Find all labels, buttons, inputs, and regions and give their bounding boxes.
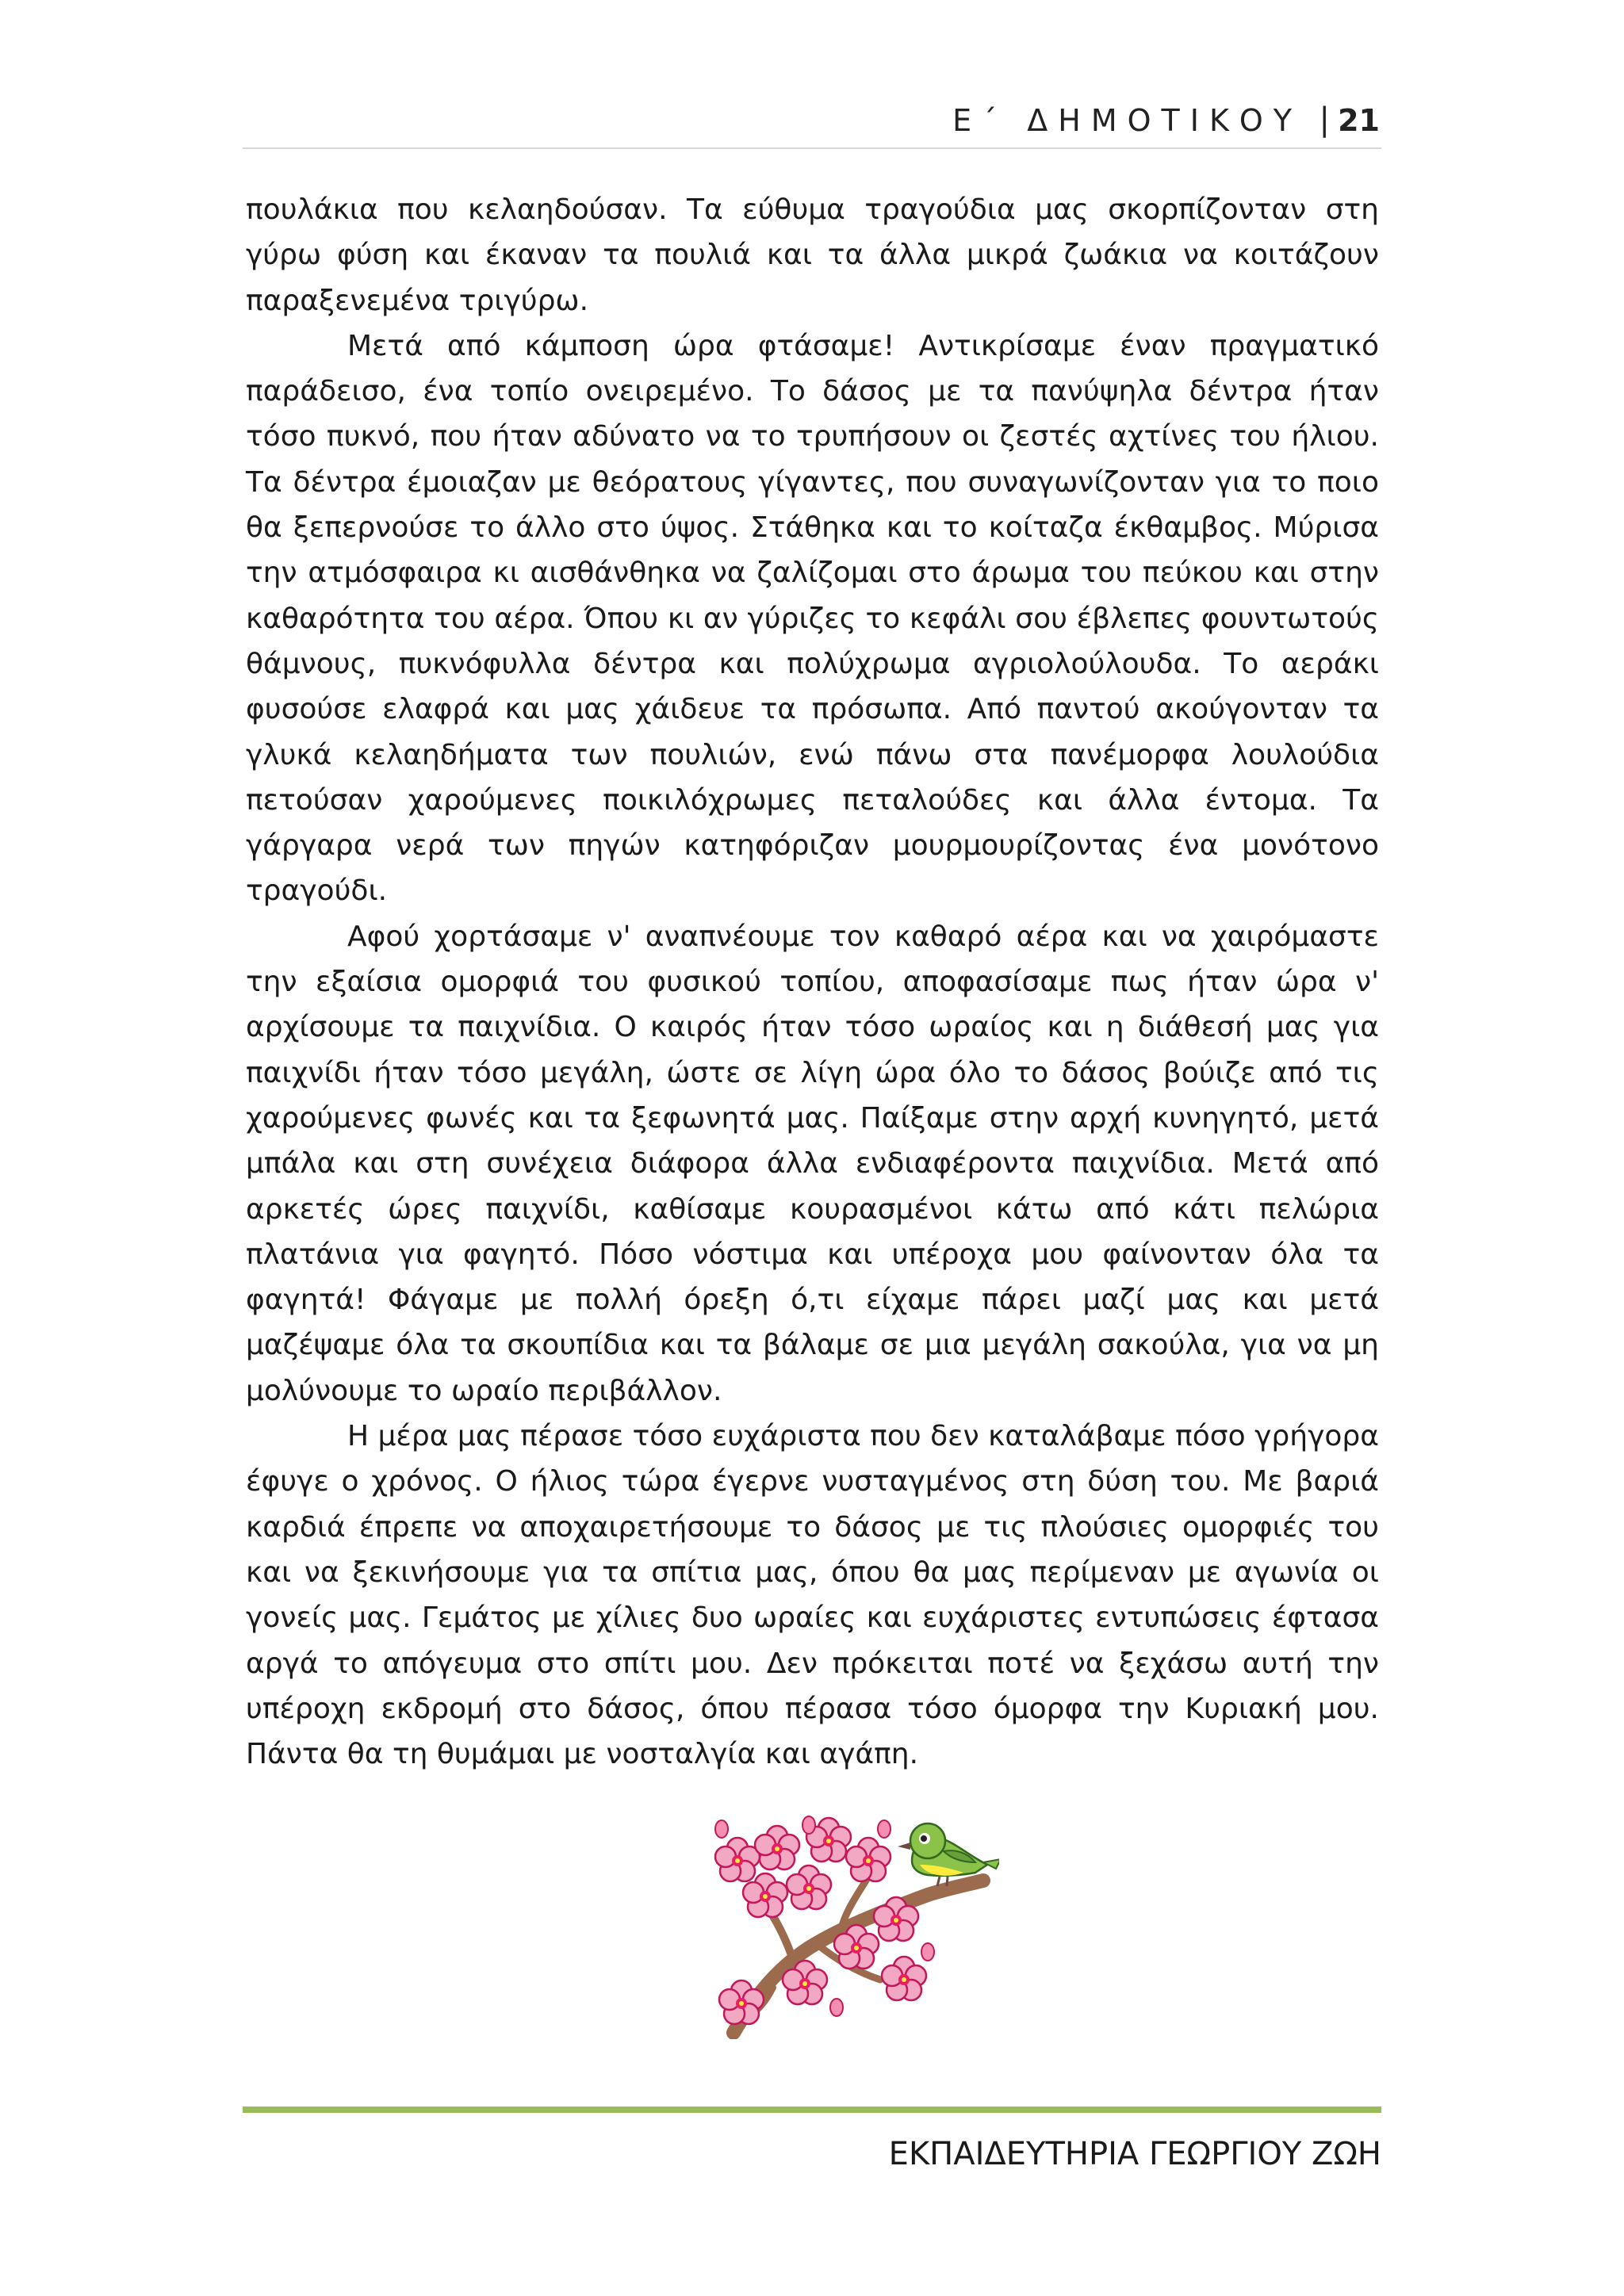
body-text (246, 187, 1379, 1777)
paragraph-1: πουλάκια που κελαηδούσαν. Τα εύθυμα τραγούδια μας σκορπίζονταν στη γύρω φύση και έκαναν τα πουλιά και τα άλλα μικρά ζωάκια να κοιτάζουν παραξενεμένα τριγύρω. (246, 193, 1379, 317)
page-header (243, 94, 1381, 149)
bird-on-blossom-branch-icon (698, 1801, 999, 2039)
footer-author: ΕΚΠΑΙΔΕΥΤΗΡΙΑ ΓΕΩΡΓΙΟΥ ΖΩΗ (888, 2136, 1381, 2172)
header-separator: | (1319, 101, 1330, 138)
header-title: Ε΄ ΔΗΜΟΤΙΚΟΥ (952, 103, 1302, 138)
page-number: 21 (1338, 103, 1380, 138)
paragraph-3: Αφού χορτάσαμε ν' αναπνέουμε τον καθαρό αέρα και να χαιρόμαστε την εξαίσια ομορφιά του φυσικού τοπίου, αποφασίσαμε πως ήταν ώρα ν' αρχίσουμε τα παιχνίδια. Ο καιρός ήταν τόσο ωραίος και η διάθεσή μας για παιχνίδι ήταν τόσο μεγάλη, ώστε σε λίγη ώρα όλο το δάσος βούιζε από τις χαρούμενες φωνές και τα ξεφωνητά μας. Παίξαμε στην αρχή κυνηγητό, μετά μπάλα και στη συνέχεια διάφορα άλλα ενδιαφέροντα παιχνίδια. Μετά από αρκετές ώρες παιχνίδι, καθίσαμε κουρασμένοι κάτω από κάτι πελώρια πλατάνια για φαγητό. Πόσο νόστιμα και υπέροχα μου φαίνονταν όλα τα φαγητά! Φάγαμε με πολλή όρεξη ό,τι είχαμε πάρει μαζί μας και μετά μαζέψαμε όλα τα σκουπίδια και τα βάλαμε σε μια μεγάλη σακούλα, για να μη μολύνουμε το ωραίο περιβάλλον. (246, 920, 1379, 1407)
footer-rule (243, 2107, 1381, 2113)
paragraph-2: Μετά από κάμποση ώρα φτάσαμε! Αντικρίσαμε έναν πραγματικό παράδεισο, ένα τοπίο ονειρεμένο. Το δάσος με τα πανύψηλα δέντρα ήταν τόσο πυκνό, που ήταν αδύνατο να το τρυπήσουν οι ζεστές αχτίνες του ήλιου. Τα δέντρα έμοιαζαν με θεόρατους γίγαντες, που συναγωνίζονταν για το ποιο θα ξεπερνούσε το άλλο στο ύψος. Στάθηκα και το κοίταζα έκθαμβος. Μύρισα την ατμόσφαιρα κι αισθάνθηκα να ζαλίζομαι στο άρωμα του πεύκου και στην καθαρότητα του αέρα. Όπου κι αν γύριζες το κεφάλι σου έβλεπες φουντωτούς θάμνους, πυκνόφυλλα δέντρα και πολύχρωμα αγριολούλουδα. Το αεράκι φυσούσε ελαφρά και μας χάιδευε τα πρόσωπα. Από παντού ακούγονταν τα γλυκά κελαηδήματα των πουλιών, ενώ πάνω στα πανέμορφα λουλούδια πετούσαν χαρούμενες ποικιλόχρωμες πεταλούδες και άλλα έντομα. Τα γάργαρα νερά των πηγών κατηφόριζαν μουρμουρίζοντας ένα μονότονο τραγούδι. (246, 329, 1379, 908)
paragraph-4: Η μέρα μας πέρασε τόσο ευχάριστα που δεν καταλάβαμε πόσο γρήγορα έφυγε ο χρόνος. Ο ήλιος τώρα έγερνε νυσταγμένος στη δύση του. Με βαριά καρδιά έπρεπε να αποχαιρετήσουμε το δάσος με τις πλούσιες ομορφιές του και να ξεκινήσουμε για τα σπίτια μας, όπου θα μας περίμεναν με αγωνία οι γονείς μας. Γεμάτος με χίλιες δυο ωραίες και ευχάριστες εντυπώσεις έφτασα αργά το απόγευμα στο σπίτι μου. Δεν πρόκειται ποτέ να ξεχάσω αυτή την υπέροχη εκδρομή στο δάσος, όπου πέρασα τόσο όμορφα την Κυριακή μου. Πάντα θα τη θυμάμαι με νοσταλγία και αγάπη. (246, 1420, 1379, 1771)
